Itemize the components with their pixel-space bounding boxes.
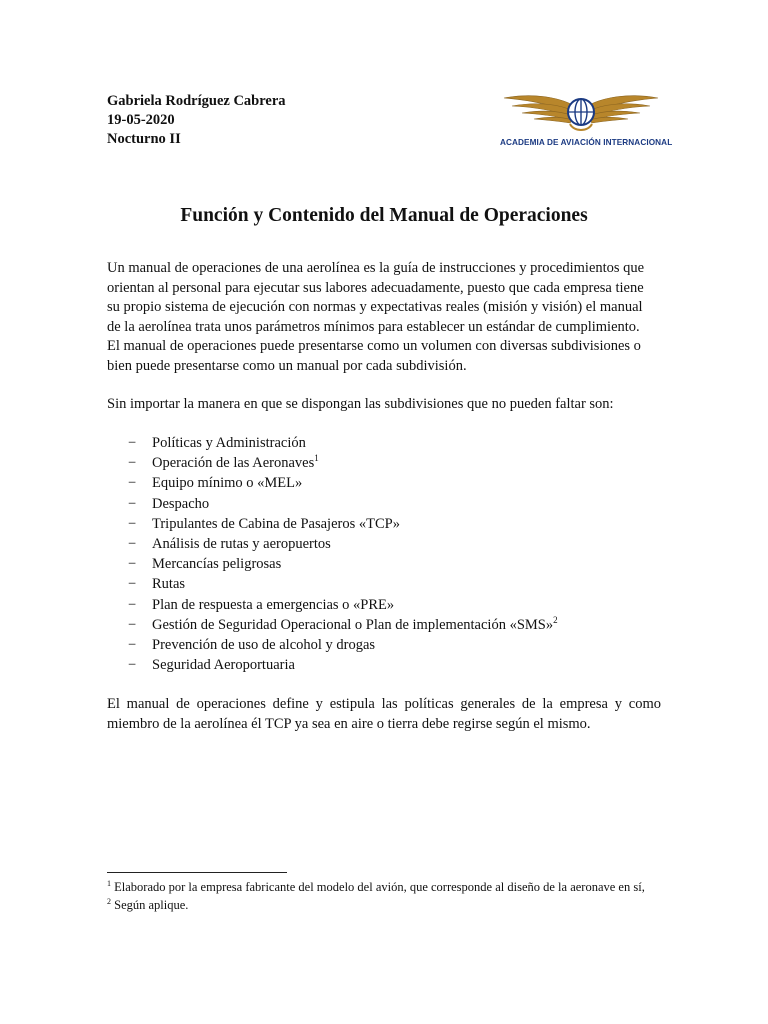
footnote-text: Según aplique. <box>114 897 189 912</box>
list-item <box>107 554 661 574</box>
paragraph-line: su propio sistema de ejecución con normas y expectativas reales (misión y visión) el manual <box>107 299 643 316</box>
paragraph-line: El manual de operaciones define y estipula las políticas generales de la empresa y como <box>107 696 661 712</box>
dash-bullet: − <box>128 657 137 674</box>
footnote-ref: 2 <box>553 614 558 625</box>
dash-bullet: − <box>128 515 137 532</box>
list-item-text: Tripulantes de Cabina de Pasajeros «TCP» <box>152 515 400 532</box>
list-item-text: Plan de respuesta a emergencias o «PRE» <box>152 596 395 613</box>
list-item <box>107 655 661 675</box>
dash-bullet: − <box>128 535 137 552</box>
subdivisions-list <box>107 433 661 675</box>
list-item <box>107 574 661 594</box>
list-item-text: Equipo mínimo o «MEL» <box>152 475 303 492</box>
paragraph-line: orientan al personal para ejecutar sus labores adecuadamente, puesto que cada empresa tiene <box>107 279 644 296</box>
footnotes <box>107 879 663 914</box>
list-item-text: Análisis de rutas y aeropuertos <box>152 535 331 552</box>
list-item <box>107 615 661 635</box>
paragraph-line: miembro de la aerolínea él TCP ya sea en aire o tierra debe regirse según el mismo. <box>107 715 591 732</box>
list-item <box>107 494 661 514</box>
footnote-separator <box>107 872 287 873</box>
winged-globe-emblem-icon <box>500 88 662 138</box>
footnote-ref: 1 <box>314 453 319 464</box>
list-item <box>107 433 661 453</box>
list-item-text: Gestión de Seguridad Operacional o Plan de implementación «SMS» <box>152 616 554 633</box>
dash-bullet: − <box>128 616 137 633</box>
list-item-text: Políticas y Administración <box>152 435 306 451</box>
author-name: Gabriela Rodríguez Cabrera <box>107 93 286 109</box>
class-group: Nocturno II <box>107 131 181 147</box>
list-item-text: Mercancías peligrosas <box>152 556 282 573</box>
academy-logo <box>500 88 673 152</box>
list-item <box>107 635 661 655</box>
logo-text: ACADEMIA DE AVIACIÓN INTERNACIONAL <box>500 138 673 147</box>
intro-paragraph <box>107 259 661 377</box>
lead-in-paragraph: Sin importar la manera en que se dispongan las subdivisiones que no pueden faltar son: <box>107 396 614 412</box>
author-header <box>107 92 286 149</box>
list-item-text: Prevención de uso de alcohol y drogas <box>152 636 376 653</box>
list-item-text: Rutas <box>152 576 186 593</box>
dash-bullet: − <box>128 576 137 593</box>
closing-paragraph <box>107 695 661 734</box>
paragraph-line: bien puede presentarse como un manual por cada subdivisión. <box>107 357 467 374</box>
list-item <box>107 534 661 554</box>
dash-bullet: − <box>128 596 137 613</box>
dash-bullet: − <box>128 475 137 492</box>
dash-bullet: − <box>128 455 137 472</box>
list-item <box>107 595 661 615</box>
document-title: Función y Contenido del Manual de Operaciones <box>180 205 588 226</box>
list-item-text: Despacho <box>152 495 210 512</box>
dash-bullet: − <box>128 556 137 573</box>
list-item-text: Operación de las Aeronaves <box>152 455 315 472</box>
footnote-number: 2 <box>107 896 111 906</box>
list-item-text: Seguridad Aeroportuaria <box>152 657 295 674</box>
list-item <box>107 473 661 493</box>
footnote-text: Elaborado por la empresa fabricante del modelo del avión, que corresponde al diseño de la aeronave en sí, <box>114 880 645 894</box>
paragraph-line: de la aerolínea trata unos parámetros mínimos para establecer un estándar de cumplimiento. <box>107 318 640 335</box>
paragraph-line: El manual de operaciones puede presentarse como un volumen con diversas subdivisiones o <box>107 338 641 355</box>
document-date: 19-05-2020 <box>107 112 175 128</box>
dash-bullet: − <box>128 495 137 512</box>
footnote-1 <box>107 879 663 897</box>
paragraph-line: Un manual de operaciones de una aerolínea es la guía de instrucciones y procedimientos que <box>107 260 645 276</box>
footnote-2 <box>107 897 663 915</box>
footnote-number: 1 <box>107 879 111 888</box>
dash-bullet: − <box>128 435 137 451</box>
list-item <box>107 453 661 473</box>
dash-bullet: − <box>128 636 137 653</box>
list-item <box>107 514 661 534</box>
